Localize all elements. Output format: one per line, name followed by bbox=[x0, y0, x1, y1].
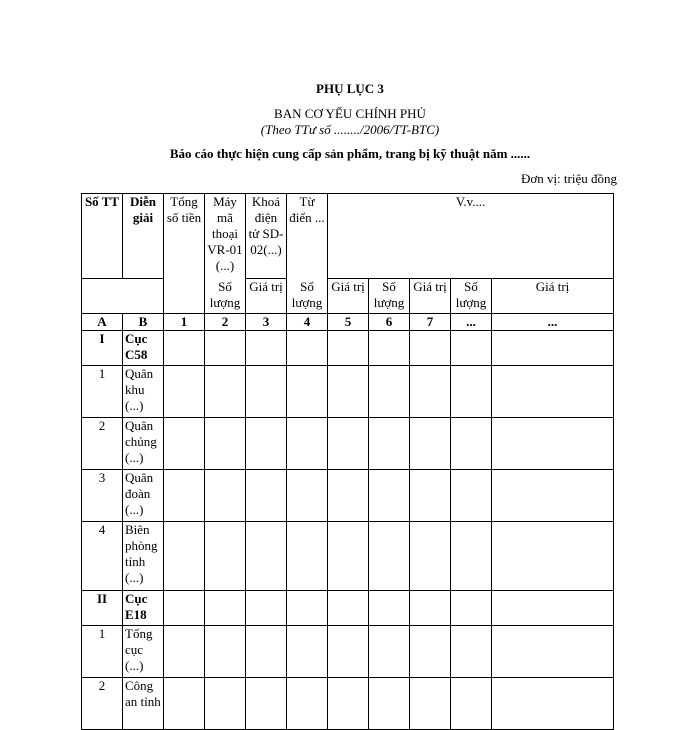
value-cell bbox=[451, 678, 492, 730]
value-cell bbox=[287, 366, 328, 418]
value-cell bbox=[205, 591, 246, 626]
value-cell bbox=[246, 418, 287, 470]
value-cell bbox=[246, 366, 287, 418]
value-cell bbox=[492, 331, 614, 366]
value-cell bbox=[328, 470, 369, 522]
row-label: Tổng cục (...) bbox=[123, 626, 164, 678]
value-cell bbox=[410, 626, 451, 678]
unit-label: Đơn vị: triệu đồng bbox=[520, 171, 617, 186]
value-cell bbox=[451, 418, 492, 470]
subheader-cell: Số lượng bbox=[287, 279, 328, 314]
value-cell bbox=[287, 626, 328, 678]
header-blank-a bbox=[82, 279, 123, 314]
row-label: Công an tỉnh bbox=[123, 678, 164, 730]
table-row bbox=[82, 626, 614, 678]
value-cell bbox=[492, 522, 614, 591]
value-cell bbox=[451, 522, 492, 591]
row-label: Cục C58 bbox=[123, 331, 164, 366]
legal-reference: (Theo TTư số ......../2006/TT-BTC) bbox=[260, 122, 440, 137]
index-row bbox=[82, 314, 614, 331]
value-cell bbox=[369, 366, 410, 418]
header-tu-dien: Từ điển ... bbox=[287, 194, 328, 279]
subheader-cell: Số lượng bbox=[369, 279, 410, 314]
header-stt: Số TT bbox=[82, 194, 123, 279]
index-cell: 4 bbox=[287, 314, 328, 331]
value-cell bbox=[492, 591, 614, 626]
value-cell bbox=[369, 626, 410, 678]
value-cell bbox=[164, 678, 205, 730]
value-cell bbox=[492, 470, 614, 522]
table-row bbox=[82, 418, 614, 470]
value-cell bbox=[246, 626, 287, 678]
row-stt: I bbox=[82, 331, 123, 366]
table-row bbox=[82, 470, 614, 522]
value-cell bbox=[164, 366, 205, 418]
value-cell bbox=[328, 522, 369, 591]
subheader-cell: Số lượng bbox=[205, 279, 246, 314]
value-cell bbox=[205, 418, 246, 470]
row-stt: 4 bbox=[82, 522, 123, 591]
report-table bbox=[81, 193, 614, 730]
row-stt: 1 bbox=[82, 626, 123, 678]
value-cell bbox=[287, 331, 328, 366]
value-cell bbox=[369, 591, 410, 626]
report-title: Báo cáo thực hiện cung cấp sản phẩm, trang bị kỹ thuật năm ...... bbox=[169, 146, 531, 161]
row-label: Biên phòng tỉnh (...) bbox=[123, 522, 164, 591]
index-cell: 6 bbox=[369, 314, 410, 331]
value-cell bbox=[410, 366, 451, 418]
index-cell: 5 bbox=[328, 314, 369, 331]
value-cell bbox=[287, 522, 328, 591]
header-row-2 bbox=[82, 279, 614, 314]
value-cell bbox=[205, 366, 246, 418]
value-cell bbox=[328, 626, 369, 678]
row-label: Quân chủng (...) bbox=[123, 418, 164, 470]
subheader-cell: Giá trị bbox=[328, 279, 369, 314]
index-cell: B bbox=[123, 314, 164, 331]
index-cell: 7 bbox=[410, 314, 451, 331]
value-cell bbox=[451, 626, 492, 678]
value-cell bbox=[369, 470, 410, 522]
row-label: Quân khu (...) bbox=[123, 366, 164, 418]
row-stt: II bbox=[82, 591, 123, 626]
table-row bbox=[82, 522, 614, 591]
value-cell bbox=[328, 678, 369, 730]
value-cell bbox=[492, 366, 614, 418]
row-stt: 2 bbox=[82, 418, 123, 470]
value-cell bbox=[369, 418, 410, 470]
value-cell bbox=[451, 470, 492, 522]
table-row bbox=[82, 331, 614, 366]
value-cell bbox=[369, 522, 410, 591]
row-stt: 3 bbox=[82, 470, 123, 522]
value-cell bbox=[164, 331, 205, 366]
value-cell bbox=[164, 418, 205, 470]
value-cell bbox=[410, 418, 451, 470]
value-cell bbox=[492, 678, 614, 730]
value-cell bbox=[328, 331, 369, 366]
value-cell bbox=[287, 591, 328, 626]
header-dien-giai: Diễn giải bbox=[123, 194, 164, 279]
table-row bbox=[82, 366, 614, 418]
value-cell bbox=[205, 678, 246, 730]
table-row bbox=[82, 678, 614, 730]
value-cell bbox=[451, 591, 492, 626]
row-stt: 2 bbox=[82, 678, 123, 730]
appendix-title: PHỤ LỤC 3 bbox=[316, 81, 384, 96]
header-blank-b bbox=[123, 279, 164, 314]
value-cell bbox=[328, 366, 369, 418]
value-cell bbox=[287, 678, 328, 730]
value-cell bbox=[410, 678, 451, 730]
value-cell bbox=[246, 470, 287, 522]
header-tong-so-tien: Tổng số tiền bbox=[164, 194, 205, 314]
value-cell bbox=[451, 331, 492, 366]
value-cell bbox=[164, 522, 205, 591]
value-cell bbox=[205, 470, 246, 522]
header-khoa: Khoá điện tử SD-02(...) bbox=[246, 194, 287, 279]
subheader-cell: Số lượng bbox=[451, 279, 492, 314]
value-cell bbox=[328, 418, 369, 470]
value-cell bbox=[410, 591, 451, 626]
value-cell bbox=[246, 591, 287, 626]
row-stt: 1 bbox=[82, 366, 123, 418]
value-cell bbox=[492, 626, 614, 678]
value-cell bbox=[492, 418, 614, 470]
subheader-cell: Giá trị bbox=[246, 279, 287, 314]
value-cell bbox=[164, 470, 205, 522]
index-cell: 2 bbox=[205, 314, 246, 331]
subheader-cell: Giá trị bbox=[492, 279, 614, 314]
value-cell bbox=[287, 418, 328, 470]
organization-name: BAN CƠ YẾU CHÍNH PHỦ bbox=[274, 106, 426, 121]
header-may-ma: Máy mã thoại VR-01 (...) bbox=[205, 194, 246, 279]
table-row bbox=[82, 591, 614, 626]
row-label: Cục E18 bbox=[123, 591, 164, 626]
value-cell bbox=[328, 591, 369, 626]
index-cell: A bbox=[82, 314, 123, 331]
header-row-1 bbox=[82, 194, 614, 279]
row-label: Quân đoàn (...) bbox=[123, 470, 164, 522]
value-cell bbox=[205, 522, 246, 591]
value-cell bbox=[205, 331, 246, 366]
value-cell bbox=[246, 678, 287, 730]
header-vv: V.v.... bbox=[328, 194, 614, 279]
value-cell bbox=[287, 470, 328, 522]
value-cell bbox=[164, 626, 205, 678]
index-cell: ... bbox=[451, 314, 492, 331]
value-cell bbox=[246, 331, 287, 366]
index-cell: ... bbox=[492, 314, 614, 331]
subheader-cell: Giá trị bbox=[410, 279, 451, 314]
value-cell bbox=[410, 331, 451, 366]
index-cell: 3 bbox=[246, 314, 287, 331]
value-cell bbox=[369, 331, 410, 366]
value-cell bbox=[451, 366, 492, 418]
value-cell bbox=[205, 626, 246, 678]
value-cell bbox=[369, 678, 410, 730]
value-cell bbox=[246, 522, 287, 591]
value-cell bbox=[164, 591, 205, 626]
index-cell: 1 bbox=[164, 314, 205, 331]
value-cell bbox=[410, 470, 451, 522]
value-cell bbox=[410, 522, 451, 591]
